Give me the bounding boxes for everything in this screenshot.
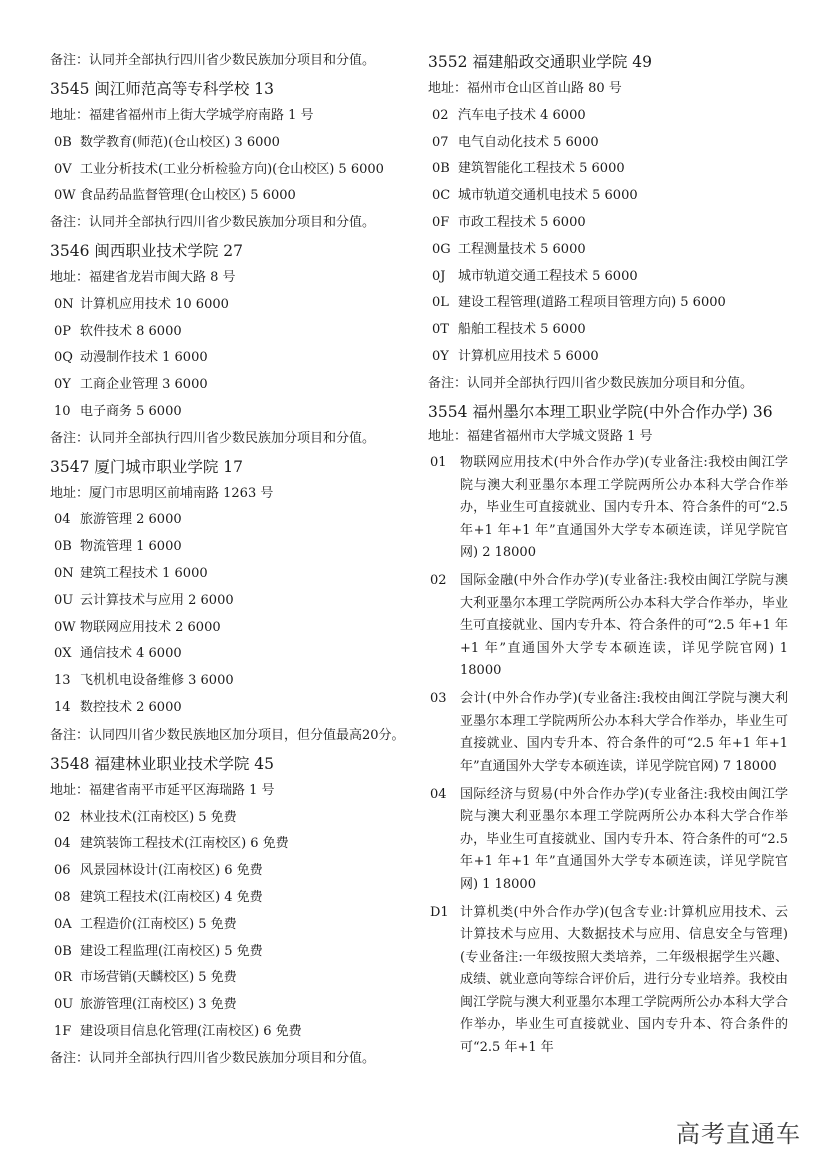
program-item xyxy=(50,159,415,181)
program-code: 02 xyxy=(430,573,447,589)
program-code: 0Y xyxy=(54,377,71,393)
program-item xyxy=(428,183,788,210)
program-code: D1 xyxy=(430,905,449,921)
program-text: 建设项目信息化管理(江南校区) 6 免费 xyxy=(80,1023,302,1039)
program-text: 旅游管理 2 6000 xyxy=(80,512,182,528)
note: 备注：认同并全部执行四川省少数民族加分项目和分值。 xyxy=(50,430,376,446)
program-code: 0J xyxy=(432,268,446,284)
right-column xyxy=(428,48,788,1065)
program-text: 城市轨道交通工程技术 5 6000 xyxy=(458,268,638,284)
program-code: 0N xyxy=(54,296,74,312)
program-code: 06 xyxy=(54,863,71,879)
institution-title: 3552 福建船政交通职业学院 49 xyxy=(428,53,653,71)
note: 备注：认同并全部执行四川省少数民族加分项目和分值。 xyxy=(50,53,376,68)
program-code: 0G xyxy=(432,241,451,257)
program-code: 01 xyxy=(430,455,447,471)
program-code: 08 xyxy=(54,889,71,905)
program-text: 飞机机电设备维修 3 6000 xyxy=(80,673,234,689)
program-code: 04 xyxy=(54,836,71,852)
program-item xyxy=(50,507,415,534)
program-code: 02 xyxy=(432,107,449,123)
program-item xyxy=(50,939,415,966)
program-text: 食品药品监督管理(仓山校区) 5 6000 xyxy=(80,188,296,204)
program-code: 04 xyxy=(430,787,447,803)
program-code: 0W xyxy=(54,619,76,635)
address: 地址：福州市仓山区首山路 80 号 xyxy=(428,81,622,96)
program-item xyxy=(50,130,415,157)
program-text: 建筑工程技术 1 6000 xyxy=(80,565,208,581)
program-text: 软件技术 8 6000 xyxy=(80,323,182,339)
program-item xyxy=(50,641,415,668)
program-item xyxy=(50,372,415,399)
program-text: 船舶工程技术 5 6000 xyxy=(458,322,586,338)
watermark-text: 高考直通车 xyxy=(676,1120,801,1148)
program-code: 0B xyxy=(54,943,72,959)
program-text: 计算机类(中外合作办学)(包含专业:计算机应用技术、云计算技术与应用、大数据技术与应用、信息安全与管理)(专业备注:一年级按照大类培养，二年级根据学生兴趣、成绩、就业意向等综合评价后，进行分专业培养。我校由闽江学院与澳大利亚墨尔本理工学院两所公办本科大学合作举办，毕业生可直接就业、国内专升本、符合条件的可“2.5 年+1 年 xyxy=(460,905,788,1055)
program-code: 07 xyxy=(432,134,449,150)
program-text: 建筑装饰工程技术(江南校区) 6 免费 xyxy=(80,836,289,852)
program-item xyxy=(50,399,415,426)
program-item xyxy=(50,912,415,939)
program-item xyxy=(50,534,415,561)
program-code: 0T xyxy=(432,322,449,338)
program-code: 0B xyxy=(54,539,72,555)
program-code: 04 xyxy=(54,512,71,528)
note: 备注：认同并全部执行四川省少数民族加分项目和分值。 xyxy=(50,1050,376,1066)
program-text: 林业技术(江南校区) 5 免费 xyxy=(80,809,237,825)
program-text: 物流管理 1 6000 xyxy=(80,539,182,555)
program-item xyxy=(50,319,415,346)
note: 备注：认同四川省少数民族地区加分项目，但分值最高20分。 xyxy=(50,727,405,743)
program-text: 物联网应用技术 2 6000 xyxy=(80,619,221,635)
program-item xyxy=(428,237,788,264)
program-code: 1F xyxy=(54,1023,72,1039)
program-text: 工业分析技术(工业分析检验方向)(仓山校区) 5 6000 xyxy=(80,162,384,178)
program-item xyxy=(428,264,788,291)
program-item xyxy=(50,858,415,885)
program-text: 城市轨道交通机电技术 5 6000 xyxy=(458,188,638,204)
program-item xyxy=(428,570,788,682)
left-column xyxy=(50,48,415,1073)
address: 地址：福建省福州市大学城文贤路 1 号 xyxy=(428,428,653,444)
program-code: 0Y xyxy=(432,348,449,364)
program-code: 0X xyxy=(54,646,72,662)
program-item xyxy=(50,561,415,588)
program-text: 市场营销(天麟校区) 5 免费 xyxy=(80,970,237,986)
program-code: 13 xyxy=(54,673,71,689)
program-code: 0L xyxy=(432,295,449,311)
program-text: 建设工程管理(道路工程项目管理方向) 5 6000 xyxy=(458,295,726,311)
program-text: 国际经济与贸易(中外合作办学)(专业备注:我校由闽江学院与澳大利亚墨尔本理工学院两所公办本科大学合作举办，毕业生可直接就业、国内专升本、符合条件的可“2.5 年+1 年+1 年”直通国外大学专本硕连读，详见学院官网) 1 18000 xyxy=(460,787,788,892)
program-code: 0P xyxy=(54,323,72,339)
program-code: 0U xyxy=(54,592,74,608)
program-item xyxy=(428,130,788,157)
program-code: 0V xyxy=(54,162,72,178)
program-text: 通信技术 4 6000 xyxy=(80,646,182,662)
program-text: 汽车电子技术 4 6000 xyxy=(458,107,586,123)
program-code: 0R xyxy=(54,970,73,986)
institution-title: 3547 厦门城市职业学院 17 xyxy=(50,457,244,476)
program-text: 市政工程技术 5 6000 xyxy=(458,214,586,230)
program-text: 工程测量技术 5 6000 xyxy=(458,241,586,257)
program-item xyxy=(428,210,788,237)
program-text: 建设工程监理(江南校区) 5 免费 xyxy=(80,943,263,959)
program-text: 工程造价(江南校区) 5 免费 xyxy=(80,916,237,932)
program-code: 03 xyxy=(430,691,447,707)
address: 地址：福建省福州市上街大学城学府南路 1 号 xyxy=(50,107,314,123)
program-text: 国际金融(中外合作办学)(专业备注:我校由闽江学院与澳大利亚墨尔本理工学院两所公办本科大学合作举办，毕业生可直接就业、国内专升本、符合条件的可“2.5 年+1 年+1 年”直通国外大学专本硕连读，详见学院官网) 1 18000 xyxy=(460,573,788,679)
address: 地址：福建省龙岩市闽大路 8 号 xyxy=(50,269,236,285)
program-code: 0Q xyxy=(54,350,73,366)
program-code: 0B xyxy=(54,134,72,150)
note: 备注：认同并全部执行四川省少数民族加分项目和分值。 xyxy=(50,215,376,231)
program-code: 02 xyxy=(54,809,71,825)
program-item xyxy=(428,156,788,183)
program-text: 计算机应用技术 5 6000 xyxy=(458,348,599,364)
program-item xyxy=(50,345,415,372)
program-item xyxy=(50,615,415,642)
program-text: 建筑智能化工程技术 5 6000 xyxy=(458,161,625,177)
program-text: 物联网应用技术(中外合作办学)(专业备注:我校由闽江学院与澳大利亚墨尔本理工学院两所公办本科大学合作举办，毕业生可直接就业、国内专升本、符合条件的可“2.5 年+1 年+1 年”直通国外大学专本硕连读，详见学院官网) 2 18000 xyxy=(460,455,788,560)
program-item xyxy=(50,292,415,319)
program-item xyxy=(50,1019,415,1046)
program-item xyxy=(50,695,415,722)
address: 地址：厦门市思明区前埔南路 1263 号 xyxy=(50,485,274,501)
program-code: 0A xyxy=(54,916,72,932)
program-text: 建筑工程技术(江南校区) 4 免费 xyxy=(80,889,263,905)
institution-title: 3545 闽江师范高等专科学校 13 xyxy=(50,79,275,98)
program-code: 0W xyxy=(54,188,76,204)
program-item xyxy=(428,103,788,130)
program-item xyxy=(428,290,788,317)
program-text: 风景园林设计(江南校区) 6 免费 xyxy=(80,863,263,879)
program-text: 旅游管理(江南校区) 3 免费 xyxy=(80,997,237,1013)
program-item xyxy=(50,588,415,615)
program-item xyxy=(50,885,415,912)
program-code: 0C xyxy=(432,188,451,204)
program-item xyxy=(428,452,788,564)
program-text: 动漫制作技术 1 6000 xyxy=(80,350,208,366)
program-text: 计算机应用技术 10 6000 xyxy=(80,296,229,312)
program-text: 电气自动化技术 5 6000 xyxy=(458,134,599,150)
program-item xyxy=(428,317,788,344)
institution-title: 3548 福建林业职业技术学院 45 xyxy=(50,754,275,773)
program-code: 10 xyxy=(54,403,71,419)
program-code: 0U xyxy=(54,997,74,1013)
program-text: 电子商务 5 6000 xyxy=(80,403,182,419)
note: 备注：认同并全部执行四川省少数民族加分项目和分值。 xyxy=(428,375,754,391)
institution-title: 3546 闽西职业技术学院 27 xyxy=(50,241,244,260)
institution-title: 3554 福州墨尔本理工职业学院(中外合作办学) 36 xyxy=(428,402,773,421)
program-text: 云计算技术与应用 2 6000 xyxy=(80,592,234,608)
program-item xyxy=(428,902,788,1059)
program-item xyxy=(50,992,415,1019)
program-code: 0N xyxy=(54,565,74,581)
program-item xyxy=(50,965,415,992)
program-item xyxy=(428,784,788,896)
program-item xyxy=(50,668,415,695)
program-text: 数控技术 2 6000 xyxy=(80,699,182,715)
program-code: 0B xyxy=(432,161,450,177)
program-code: 14 xyxy=(54,699,71,715)
program-item xyxy=(428,344,788,371)
program-text: 数学教育(师范)(仓山校区) 3 6000 xyxy=(80,134,280,150)
program-text: 工商企业管理 3 6000 xyxy=(80,377,208,393)
program-item xyxy=(50,831,415,858)
program-item xyxy=(50,183,415,210)
address: 地址：福建省南平市延平区海瑞路 1 号 xyxy=(50,782,275,798)
program-item xyxy=(428,688,788,778)
program-item xyxy=(50,805,415,832)
program-text: 会计(中外合作办学)(专业备注:我校由闽江学院与澳大利亚墨尔本理工学院两所公办本科大学合作举办，毕业生可直接就业、国内专升本、符合条件的可“2.5 年+1 年+1 年”直通国外大学专本硕连读，详见学院官网) 7 18000 xyxy=(460,691,788,774)
program-code: 0F xyxy=(432,214,450,230)
